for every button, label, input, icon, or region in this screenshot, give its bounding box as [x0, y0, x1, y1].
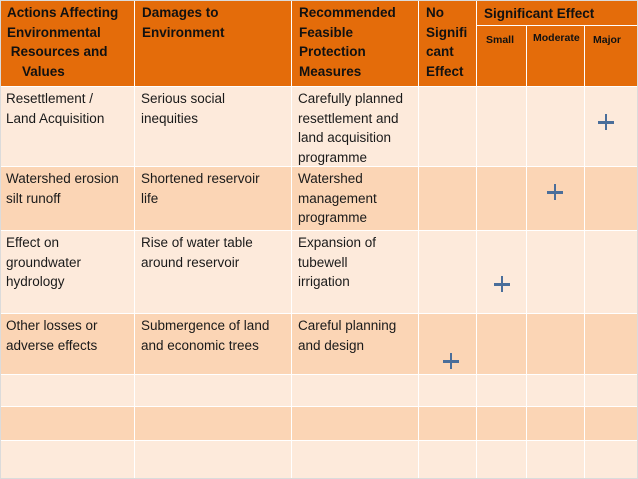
- row2-damage-cell: [135, 167, 292, 231]
- header-cell-no-significant: [419, 0, 477, 87]
- row2-action-cell: [0, 167, 135, 231]
- row5-moderate-cell: [527, 375, 585, 407]
- row5-small-cell: [477, 375, 527, 407]
- subheader-moderate-label: Moderate: [533, 32, 580, 44]
- row7-action-cell: [0, 441, 135, 479]
- header-cell-damages: [135, 0, 292, 87]
- row4-measure-text: Careful planning and design: [298, 318, 397, 353]
- row2-major-cell: [585, 167, 638, 231]
- subheader-cell-small: [477, 26, 527, 87]
- row6-major-cell: [585, 407, 638, 441]
- row1-measure-cell: [292, 87, 419, 167]
- row7-moderate-cell: [527, 441, 585, 479]
- row7-major-cell: [585, 441, 638, 479]
- row6-damage-cell: [135, 407, 292, 441]
- row1-no-significant-cell: [419, 87, 477, 167]
- row3-action-cell: [0, 231, 135, 314]
- row4-measure-cell: [292, 314, 419, 375]
- row2-measure-text: Watershed management programme: [298, 171, 377, 225]
- row1-damage-text: Serious social inequities: [141, 91, 226, 126]
- row4-small-cell: [477, 314, 527, 375]
- plus-icon: [547, 184, 563, 200]
- row5-measure-cell: [292, 375, 419, 407]
- row7-measure-cell: [292, 441, 419, 479]
- row3-small-cell: [477, 231, 527, 314]
- header-measures-label: Recommended Feasible Protection Measures: [299, 5, 396, 79]
- subheader-cell-moderate: [527, 26, 585, 87]
- row2-moderate-cell: [527, 167, 585, 231]
- row4-moderate-cell: [527, 314, 585, 375]
- row3-measure-text: Expansion of tubewell irrigation: [298, 235, 377, 289]
- subheader-small-label: Small: [486, 34, 515, 46]
- row6-action-cell: [0, 407, 135, 441]
- subheader-major-label: Major: [593, 34, 622, 46]
- header-significant-effect-label: Significant Effect: [484, 6, 595, 21]
- row3-damage-cell: [135, 231, 292, 314]
- row2-measure-cell: [292, 167, 419, 231]
- row2-no-significant-cell: [419, 167, 477, 231]
- row7-small-cell: [477, 441, 527, 479]
- row1-damage-cell: [135, 87, 292, 167]
- row5-action-cell: [0, 375, 135, 407]
- row6-no-significant-cell: [419, 407, 477, 441]
- header-damages-label: Damages to Environment: [142, 5, 225, 40]
- plus-icon: [598, 114, 614, 130]
- row3-major-cell: [585, 231, 638, 314]
- row5-no-significant-cell: [419, 375, 477, 407]
- row1-major-cell: [585, 87, 638, 167]
- row4-damage-cell: [135, 314, 292, 375]
- row3-measure-cell: [292, 231, 419, 314]
- row4-damage-text: Submergence of land and economic trees: [141, 318, 270, 353]
- row2-small-cell: [477, 167, 527, 231]
- row4-action-text: Other losses or adverse effects: [6, 318, 98, 353]
- row5-major-cell: [585, 375, 638, 407]
- row6-moderate-cell: [527, 407, 585, 441]
- row1-action-text: Resettlement / Land Acquisition: [6, 91, 105, 126]
- row3-damage-text: Rise of water table around reservoir: [141, 235, 253, 270]
- row4-major-cell: [585, 314, 638, 375]
- row7-no-significant-cell: [419, 441, 477, 479]
- row6-small-cell: [477, 407, 527, 441]
- row5-damage-cell: [135, 375, 292, 407]
- row3-action-text: Effect on groundwater hydrology: [6, 235, 82, 289]
- header-no-significant-label: No Signifi cant Effect: [426, 5, 468, 79]
- plus-icon: [494, 276, 510, 292]
- row1-measure-text: Carefully planned resettlement and land acquisition programme: [298, 91, 404, 165]
- row3-no-significant-cell: [419, 231, 477, 314]
- row4-no-significant-cell: [419, 314, 477, 375]
- row7-damage-cell: [135, 441, 292, 479]
- header-cell-measures: [292, 0, 419, 87]
- row3-moderate-cell: [527, 231, 585, 314]
- header-cell-significant-effect: [477, 0, 638, 26]
- row6-measure-cell: [292, 407, 419, 441]
- row2-action-text: Watershed erosion silt runoff: [6, 171, 119, 206]
- subheader-cell-major: [585, 26, 638, 87]
- row1-action-cell: [0, 87, 135, 167]
- header-actions-label: Actions Affecting Environmental Resources and Values: [7, 5, 119, 79]
- row1-moderate-cell: [527, 87, 585, 167]
- row2-damage-text: Shortened reservoir life: [141, 171, 260, 206]
- row1-small-cell: [477, 87, 527, 167]
- plus-icon: [443, 353, 459, 369]
- row4-action-cell: [0, 314, 135, 375]
- header-cell-actions: [0, 0, 135, 87]
